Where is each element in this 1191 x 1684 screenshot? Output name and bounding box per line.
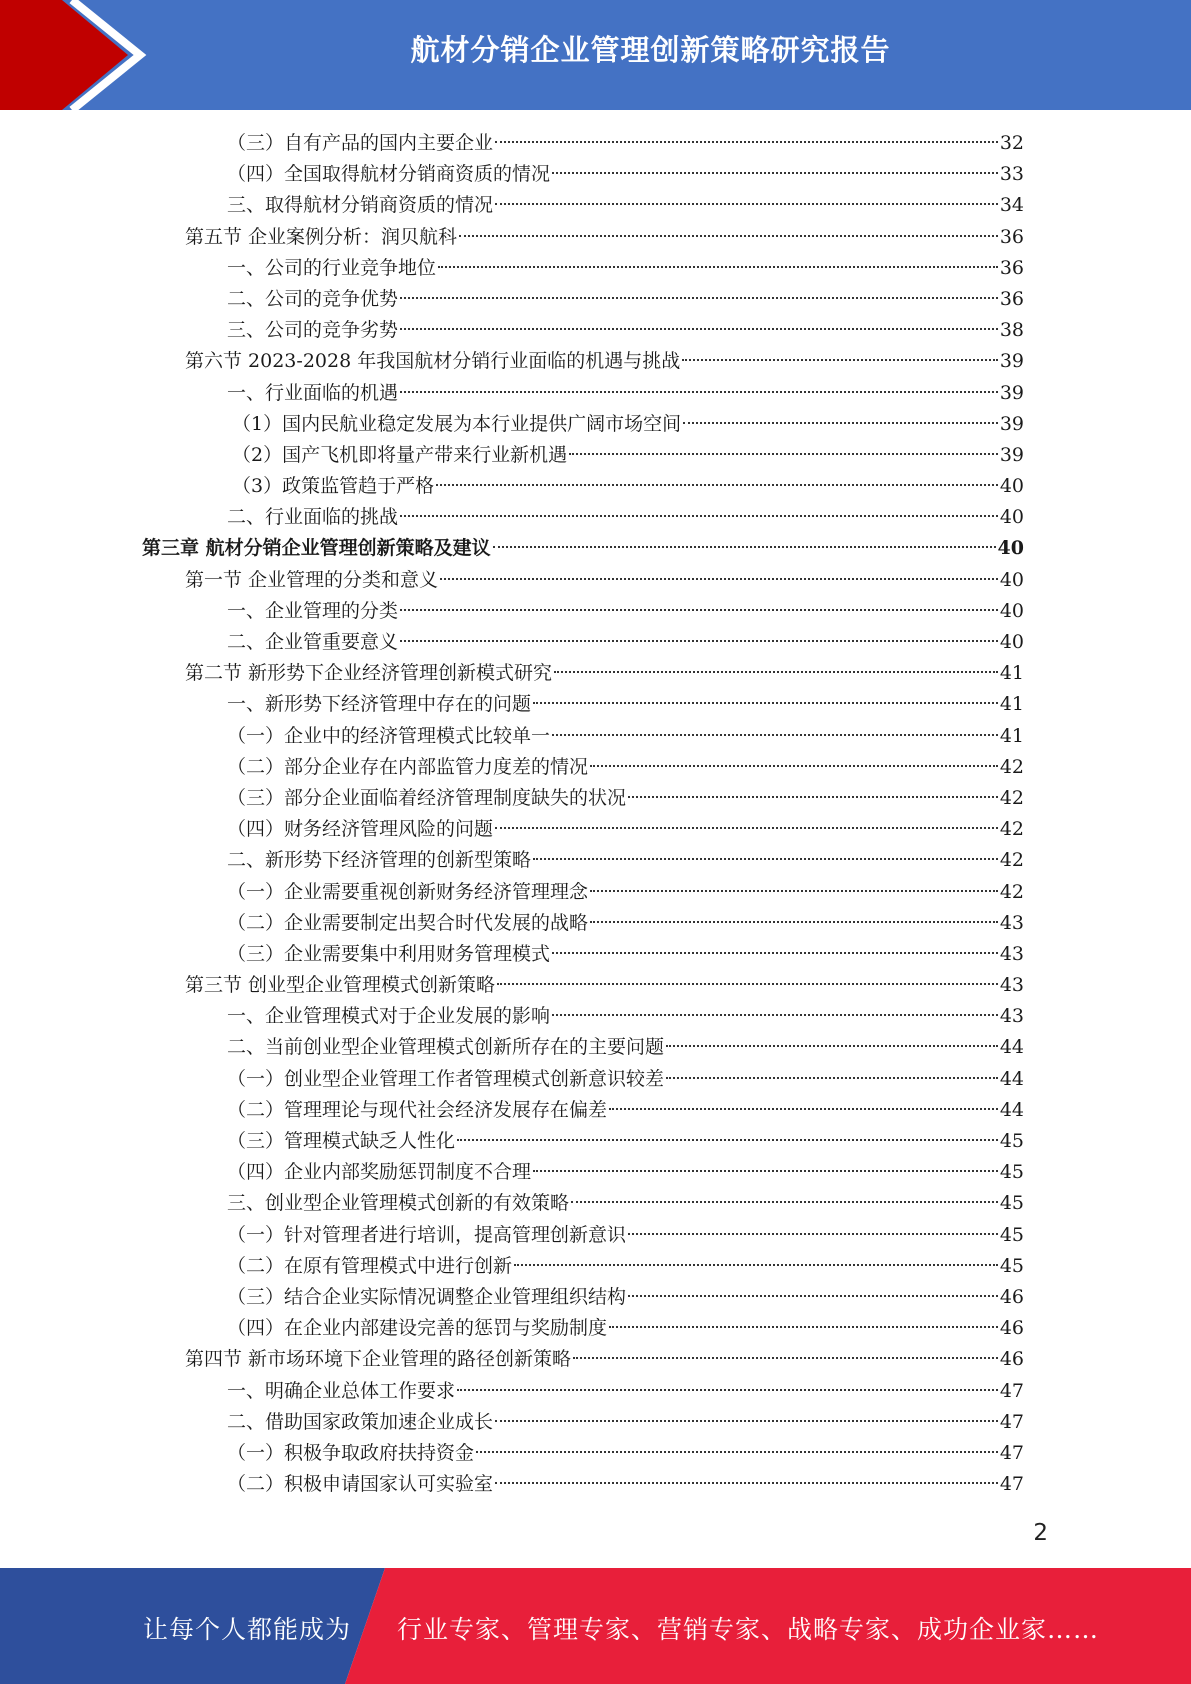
toc-entry-page: 39 bbox=[999, 350, 1024, 373]
toc-dot-leader bbox=[493, 545, 996, 548]
toc-entry-page: 40 bbox=[997, 537, 1024, 560]
toc-dot-leader bbox=[440, 577, 998, 580]
toc-entry[interactable] bbox=[142, 315, 1024, 346]
toc-entry-page: 45 bbox=[999, 1223, 1024, 1246]
toc-entry[interactable] bbox=[142, 721, 1024, 752]
toc-dot-leader bbox=[628, 795, 998, 798]
toc-dot-leader bbox=[400, 327, 998, 330]
toc-entry-label: 第三节 创业型企业管理模式创新策略 bbox=[185, 974, 496, 997]
toc-entry-label: （三）部分企业面临着经济管理制度缺失的状况 bbox=[227, 786, 627, 809]
toc-dot-leader bbox=[590, 889, 998, 892]
toc-dot-leader bbox=[552, 1013, 998, 1016]
toc-entry-page: 40 bbox=[999, 568, 1024, 591]
toc-entry-page: 45 bbox=[999, 1161, 1024, 1184]
toc-entry-label: （四）全国取得航材分销商资质的情况 bbox=[227, 163, 551, 186]
toc-entry[interactable] bbox=[142, 596, 1024, 627]
toc-dot-leader bbox=[400, 608, 998, 611]
toc-entry-label: （三）企业需要集中利用财务管理模式 bbox=[227, 942, 551, 965]
toc-entry[interactable] bbox=[142, 845, 1024, 876]
toc-dot-leader bbox=[476, 1450, 998, 1453]
toc-dot-leader bbox=[571, 1200, 998, 1203]
toc-entry-page: 40 bbox=[999, 475, 1024, 498]
toc-entry-page: 40 bbox=[999, 599, 1024, 622]
toc-dot-leader bbox=[495, 826, 998, 829]
toc-dot-leader bbox=[552, 171, 998, 174]
toc-entry[interactable] bbox=[142, 159, 1024, 190]
toc-entry[interactable] bbox=[142, 440, 1024, 471]
toc-entry-page: 45 bbox=[999, 1254, 1024, 1277]
toc-entry[interactable] bbox=[142, 253, 1024, 284]
toc-entry-label: 第一节 企业管理的分类和意义 bbox=[185, 568, 439, 591]
toc-entry-label: 二、行业面临的挑战 bbox=[227, 506, 399, 529]
toc-entry[interactable] bbox=[142, 1188, 1024, 1219]
toc-dot-leader bbox=[682, 358, 998, 361]
toc-dot-leader bbox=[400, 390, 998, 393]
toc-entry-page: 34 bbox=[999, 194, 1024, 217]
toc-entry-page: 36 bbox=[999, 225, 1024, 248]
toc-entry-page: 45 bbox=[999, 1130, 1024, 1152]
toc-entry[interactable] bbox=[142, 284, 1024, 315]
toc-dot-leader bbox=[457, 1388, 998, 1391]
toc-entry[interactable] bbox=[142, 1126, 1024, 1157]
toc-dot-leader bbox=[590, 764, 998, 767]
toc-entry-label: 一、行业面临的机遇 bbox=[227, 381, 399, 404]
toc-entry-label: （四）在企业内部建设完善的惩罚与奖励制度 bbox=[227, 1317, 608, 1340]
toc-entry[interactable] bbox=[142, 1220, 1024, 1251]
toc-dot-leader bbox=[552, 951, 998, 954]
toc-dot-leader bbox=[533, 701, 998, 704]
toc-entry-page: 40 bbox=[999, 631, 1024, 653]
toc-entry-page: 42 bbox=[999, 880, 1024, 903]
toc-entry-page: 39 bbox=[999, 412, 1024, 435]
toc-entry-page: 41 bbox=[999, 662, 1024, 685]
toc-entry-page: 41 bbox=[999, 724, 1024, 747]
toc-entry-label: （2）国产飞机即将量产带来行业新机遇 bbox=[232, 443, 568, 466]
toc-entry-label: 二、借助国家政策加速企业成长 bbox=[227, 1410, 494, 1433]
toc-dot-leader bbox=[495, 1481, 998, 1484]
toc-entry-label: 二、新形势下经济管理的创新型策略 bbox=[227, 849, 532, 872]
toc-dot-leader bbox=[590, 920, 998, 923]
toc-entry-label: 一、企业管理的分类 bbox=[227, 599, 399, 622]
toc-entry-page: 39 bbox=[999, 443, 1024, 466]
toc-entry-page: 42 bbox=[999, 786, 1024, 809]
toc-entry-label: 一、新形势下经济管理中存在的问题 bbox=[227, 693, 532, 716]
toc-entry-label: 第三章 航材分销企业管理创新策略及建议 bbox=[142, 537, 491, 560]
toc-entry-label: （一）企业需要重视创新财务经济管理理念 bbox=[227, 880, 589, 903]
toc-entry[interactable] bbox=[142, 409, 1024, 440]
toc-entry-page: 42 bbox=[999, 849, 1024, 872]
toc-entry[interactable] bbox=[142, 1032, 1024, 1063]
toc-entry-label: （3）政策监管趋于严格 bbox=[232, 475, 435, 498]
toc-entry-page: 38 bbox=[999, 319, 1024, 342]
toc-dot-leader bbox=[400, 514, 998, 517]
toc-entry-page: 33 bbox=[999, 163, 1024, 186]
toc-entry[interactable] bbox=[142, 908, 1024, 939]
toc-entry-label: 一、明确企业总体工作要求 bbox=[227, 1379, 456, 1402]
toc-entry-label: （二）管理理论与现代社会经济发展存在偏差 bbox=[227, 1098, 608, 1121]
toc-entry[interactable] bbox=[142, 1469, 1024, 1500]
toc-entry-label: （三）结合企业实际情况调整企业管理组织结构 bbox=[227, 1285, 627, 1308]
toc-entry-page: 47 bbox=[999, 1473, 1024, 1496]
toc-entry-page: 47 bbox=[999, 1441, 1024, 1464]
toc-entry-page: 43 bbox=[999, 974, 1024, 997]
toc-dot-leader bbox=[495, 202, 998, 205]
toc-entry[interactable] bbox=[142, 378, 1024, 409]
toc-entry[interactable] bbox=[142, 1095, 1024, 1126]
toc-entry-page: 43 bbox=[999, 911, 1024, 934]
toc-entry[interactable] bbox=[142, 533, 1024, 564]
toc-entry-label: （1）国内民航业稳定发展为本行业提供广阔市场空间 bbox=[232, 412, 682, 435]
toc-entry-page: 32 bbox=[999, 132, 1024, 154]
toc-entry-label: （四）企业内部奖励惩罚制度不合理 bbox=[227, 1161, 532, 1184]
report-title: 航材分销企业管理创新策略研究报告 bbox=[410, 33, 891, 67]
toc-entry[interactable] bbox=[142, 1064, 1024, 1095]
toc-entry[interactable] bbox=[142, 1282, 1024, 1313]
toc-entry-label: 第五节 企业案例分析：润贝航科 bbox=[185, 225, 458, 248]
toc-entry[interactable] bbox=[142, 783, 1024, 814]
toc-entry-label: （一）创业型企业管理工作者管理模式创新意识较差 bbox=[227, 1067, 665, 1090]
toc-entry[interactable] bbox=[142, 1376, 1024, 1407]
toc-entry-label: （二）积极申请国家认可实验室 bbox=[227, 1473, 494, 1496]
toc-entry-label: （二）部分企业存在内部监管力度差的情况 bbox=[227, 755, 589, 778]
toc-entry-page: 42 bbox=[999, 755, 1024, 778]
toc-entry[interactable] bbox=[142, 627, 1024, 658]
toc-entry-page: 42 bbox=[999, 818, 1024, 841]
toc-dot-leader bbox=[400, 296, 998, 299]
toc-entry-label: 第四节 新市场环境下企业管理的路径创新策略 bbox=[185, 1348, 572, 1371]
toc-entry-label: （三）自有产品的国内主要企业 bbox=[227, 132, 494, 154]
toc-entry[interactable] bbox=[142, 565, 1024, 596]
toc-entry-label: 三、创业型企业管理模式创新的有效策略 bbox=[227, 1192, 570, 1215]
toc-dot-leader bbox=[554, 670, 998, 673]
toc-dot-leader bbox=[609, 1325, 998, 1328]
toc-entry-label: 三、取得航材分销商资质的情况 bbox=[227, 194, 494, 217]
toc-dot-leader bbox=[533, 1169, 998, 1172]
toc-entry-page: 46 bbox=[999, 1285, 1024, 1308]
toc-entry[interactable] bbox=[142, 1438, 1024, 1469]
table-of-contents bbox=[142, 128, 1024, 1500]
toc-entry-label: （一）积极争取政府扶持资金 bbox=[227, 1441, 475, 1464]
toc-entry-label: 一、企业管理模式对于企业发展的影响 bbox=[227, 1005, 551, 1028]
page-number: 2 bbox=[1033, 1520, 1048, 1546]
page-footer bbox=[0, 1568, 1191, 1684]
toc-entry-page: 40 bbox=[999, 506, 1024, 529]
toc-entry[interactable] bbox=[142, 1344, 1024, 1375]
toc-entry[interactable] bbox=[142, 877, 1024, 908]
toc-entry[interactable] bbox=[142, 939, 1024, 970]
toc-entry[interactable] bbox=[142, 128, 1024, 159]
toc-dot-leader bbox=[628, 1232, 998, 1235]
toc-entry[interactable] bbox=[142, 1157, 1024, 1188]
toc-entry-label: （二）企业需要制定出契合时代发展的战略 bbox=[227, 911, 589, 934]
page-header bbox=[0, 0, 1191, 110]
toc-entry-label: 第六节 2023-2028 年我国航材分销行业面临的机遇与挑战 bbox=[185, 350, 681, 373]
toc-entry[interactable] bbox=[142, 689, 1024, 720]
toc-entry[interactable] bbox=[142, 1407, 1024, 1438]
toc-entry[interactable] bbox=[142, 222, 1024, 253]
toc-entry-page: 41 bbox=[999, 693, 1024, 716]
toc-dot-leader bbox=[609, 1107, 998, 1110]
toc-entry[interactable] bbox=[142, 970, 1024, 1001]
toc-dot-leader bbox=[628, 1294, 998, 1297]
toc-dot-leader bbox=[400, 639, 998, 642]
toc-entry-page: 45 bbox=[999, 1192, 1024, 1215]
toc-dot-leader bbox=[552, 733, 998, 736]
toc-entry-label: 三、公司的竞争劣势 bbox=[227, 319, 399, 342]
toc-dot-leader bbox=[457, 1138, 998, 1141]
toc-entry[interactable] bbox=[142, 658, 1024, 689]
toc-dot-leader bbox=[533, 857, 998, 860]
toc-entry-page: 44 bbox=[999, 1098, 1024, 1121]
toc-entry-page: 47 bbox=[999, 1410, 1024, 1433]
toc-entry-page: 43 bbox=[999, 942, 1024, 965]
toc-dot-leader bbox=[438, 265, 998, 268]
toc-dot-leader bbox=[495, 140, 998, 143]
toc-entry-label: 一、公司的行业竞争地位 bbox=[227, 256, 437, 279]
toc-entry-page: 44 bbox=[999, 1067, 1024, 1090]
toc-entry-label: （二）在原有管理模式中进行创新 bbox=[227, 1254, 513, 1277]
toc-entry-page: 47 bbox=[999, 1379, 1024, 1402]
toc-entry[interactable] bbox=[142, 502, 1024, 533]
toc-entry[interactable] bbox=[142, 190, 1024, 221]
toc-entry[interactable] bbox=[142, 752, 1024, 783]
toc-dot-leader bbox=[666, 1044, 998, 1047]
toc-dot-leader bbox=[573, 1356, 998, 1359]
toc-entry-page: 46 bbox=[999, 1317, 1024, 1340]
toc-entry-page: 36 bbox=[999, 256, 1024, 279]
toc-dot-leader bbox=[683, 421, 998, 424]
toc-entry-label: （三）管理模式缺乏人性化 bbox=[227, 1130, 456, 1152]
toc-entry[interactable] bbox=[142, 1313, 1024, 1344]
footer-slogan-right: 行业专家、管理专家、营销专家、战略专家、成功企业家…… bbox=[397, 1615, 1100, 1644]
toc-dot-leader bbox=[514, 1263, 998, 1266]
toc-dot-leader bbox=[666, 1076, 998, 1079]
toc-entry-page: 43 bbox=[999, 1005, 1024, 1028]
toc-dot-leader bbox=[569, 452, 998, 455]
toc-entry-label: （四）财务经济管理风险的问题 bbox=[227, 818, 494, 841]
toc-entry-label: 二、企业管重要意义 bbox=[227, 631, 399, 653]
toc-entry-label: （一）针对管理者进行培训，提高管理创新意识 bbox=[227, 1223, 627, 1246]
footer-slogan-left: 让每个人都能成为 bbox=[143, 1615, 352, 1644]
toc-entry[interactable] bbox=[142, 346, 1024, 377]
toc-entry-page: 36 bbox=[999, 287, 1024, 310]
toc-dot-leader bbox=[497, 982, 998, 985]
toc-entry[interactable] bbox=[142, 1001, 1024, 1032]
toc-entry[interactable] bbox=[142, 471, 1024, 502]
toc-dot-leader bbox=[459, 234, 998, 237]
toc-entry-label: （一）企业中的经济管理模式比较单一 bbox=[227, 724, 551, 747]
toc-entry[interactable] bbox=[142, 1251, 1024, 1282]
toc-entry-page: 46 bbox=[999, 1348, 1024, 1371]
toc-entry[interactable] bbox=[142, 814, 1024, 845]
toc-entry-page: 44 bbox=[999, 1036, 1024, 1059]
toc-entry-label: 第二节 新形势下企业经济管理创新模式研究 bbox=[185, 662, 553, 685]
toc-dot-leader bbox=[495, 1419, 998, 1422]
toc-entry-label: 二、当前创业型企业管理模式创新所存在的主要问题 bbox=[227, 1036, 665, 1059]
toc-entry-label: 二、公司的竞争优势 bbox=[227, 287, 399, 310]
toc-dot-leader bbox=[436, 483, 998, 486]
toc-entry-page: 39 bbox=[999, 381, 1024, 404]
